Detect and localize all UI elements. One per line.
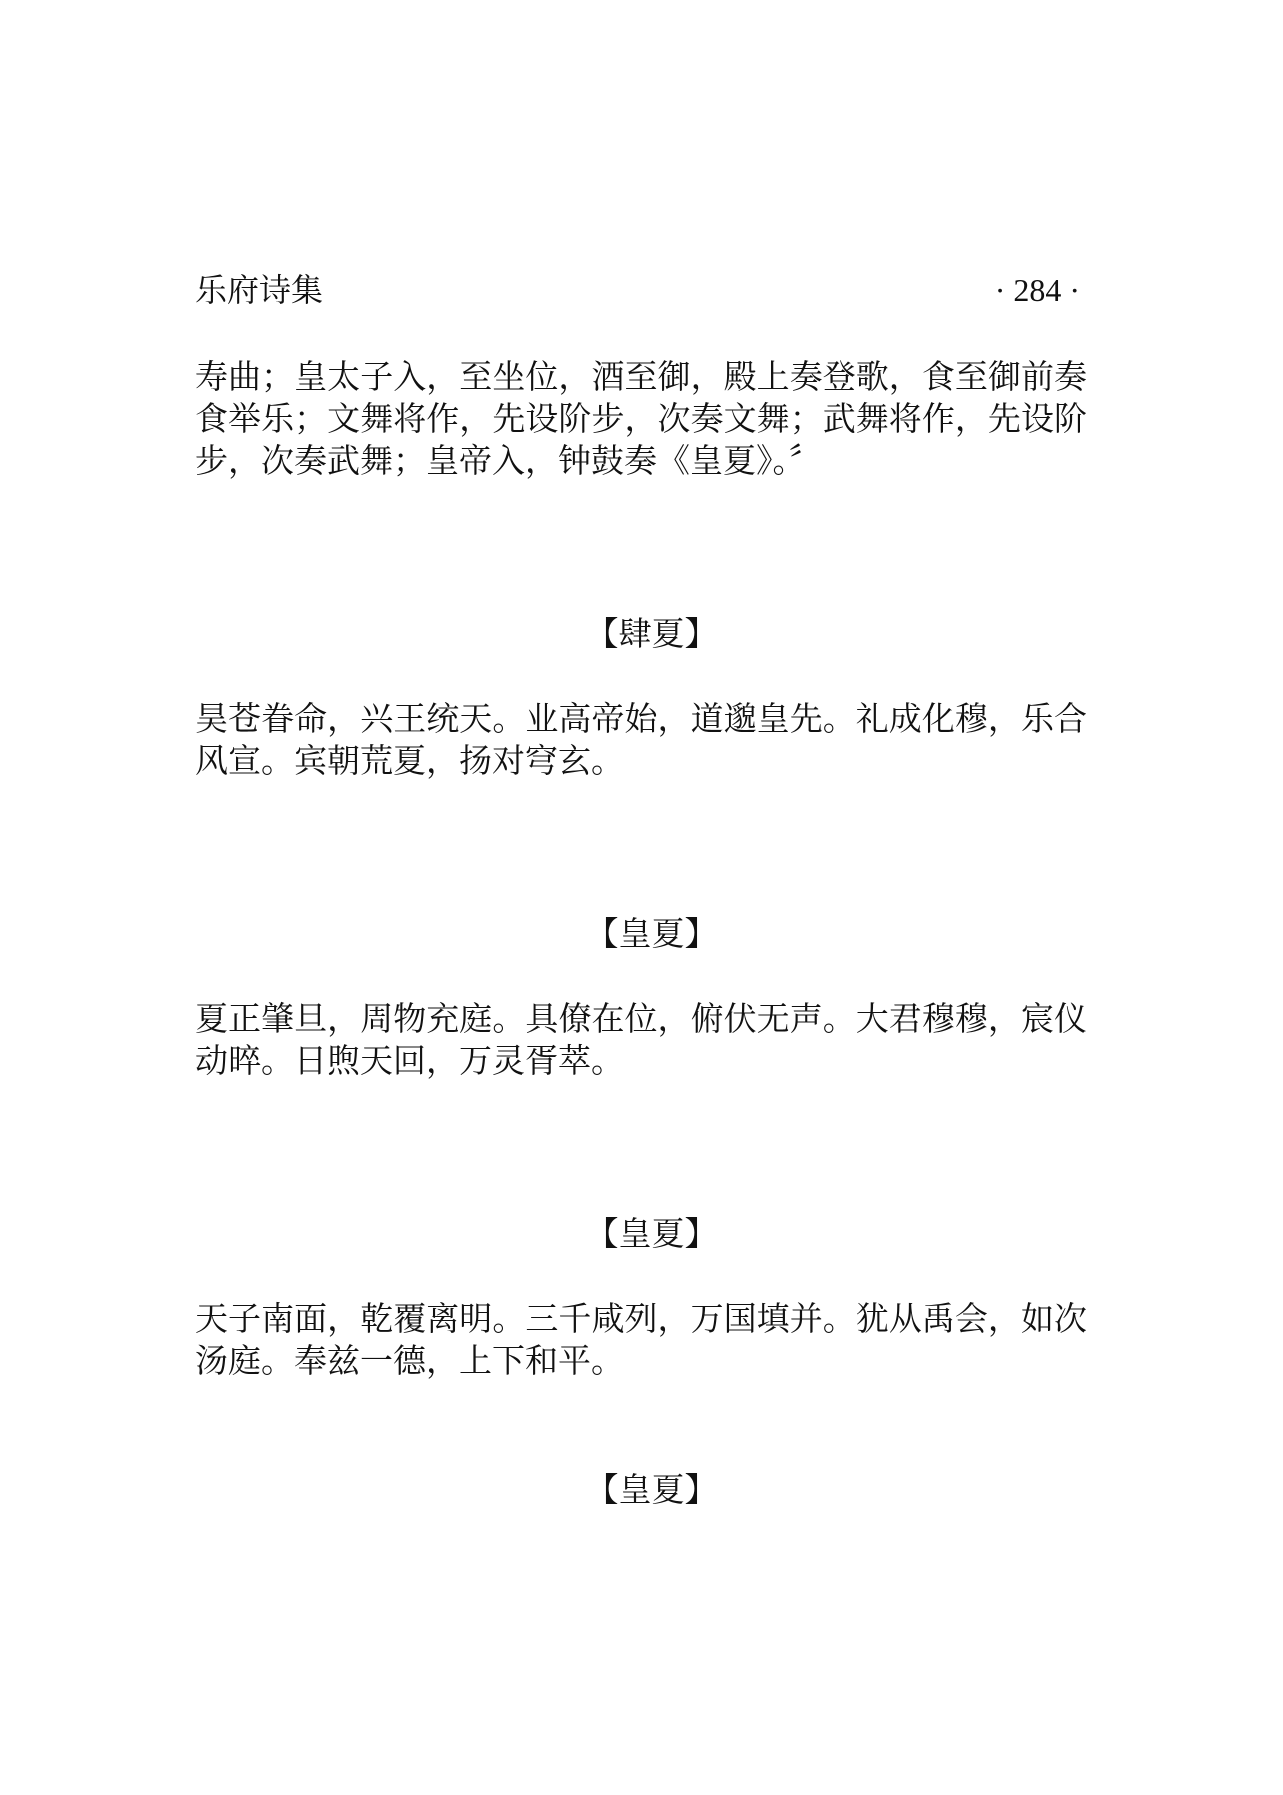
poem-title: 【皇夏】 (585, 1470, 718, 1509)
intro-paragraph: 寿曲；皇太子入，至坐位，酒至御，殿上奏登歌，食至御前奏食举乐；文舞将作，先设阶步，次奏文舞；武舞将作，先设阶步，次奏武舞；皇帝入，钟鼓奏《皇夏》。〞 (195, 357, 1087, 480)
book-title: 乐府诗集 (195, 271, 324, 309)
poem-title: 【皇夏】 (585, 914, 718, 953)
poem-text: 天子南面，乾覆离明。三千咸列，万国填并。犹从禹会，如次汤庭。奉兹一德，上下和平。 (195, 1299, 1087, 1380)
poem-text: 夏正肇旦，周物充庭。具僚在位，俯伏无声。大君穆穆，宸仪动晬。日煦天回，万灵胥萃。 (195, 999, 1087, 1080)
poem-title: 【皇夏】 (585, 1214, 718, 1253)
page-header (195, 268, 1080, 312)
page-number: · 284 · (994, 272, 1080, 308)
poem-title: 【肆夏】 (585, 614, 718, 653)
poem-text: 昊苍眷命，兴王统天。业高帝始，道邈皇先。礼成化穆，乐合风宣。宾朝荒夏，扬对穹玄。 (195, 699, 1087, 780)
